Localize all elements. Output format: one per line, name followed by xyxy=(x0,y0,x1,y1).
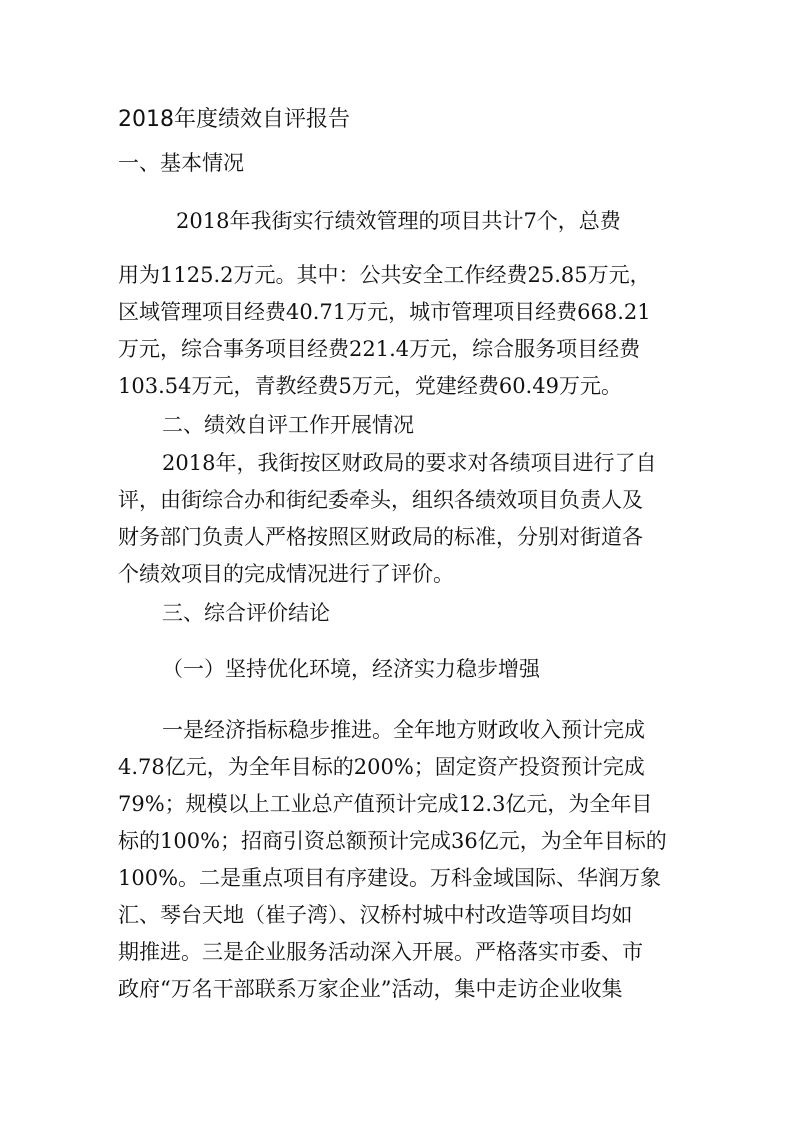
subsection-heading: （一）坚持优化环境，经济实力稳步增强 xyxy=(162,657,540,681)
paragraph-line: 79%；规模以上工业总产值预计完成12.3亿元，为全年目 xyxy=(118,792,653,816)
paragraph-line: 标的100%；招商引资总额预计完成36亿元，为全年目标的 xyxy=(118,829,667,853)
paragraph-line: 万元，综合事务项目经费221.4万元，综合服务项目经费 xyxy=(118,337,641,361)
document-title: 2018年度绩效自评报告 xyxy=(118,107,350,132)
paragraph-line: 2018年，我街按区财政局的要求对各绩项目进行了自 xyxy=(162,451,657,475)
paragraph-line: 评，由街综合办和街纪委牵头，组织各绩效项目负责人及 xyxy=(118,488,643,512)
section-heading-self-evaluation: 二、绩效自评工作开展情况 xyxy=(162,413,414,437)
paragraph-line: 一是经济指标稳步推进。全年地方财政收入预计完成 xyxy=(162,718,645,742)
section-heading-basic-situation: 一、基本情况 xyxy=(118,151,244,175)
paragraph-line: 期推进。三是企业服务活动深入开展。严格落实市委、市 xyxy=(118,940,643,964)
paragraph-line: 财务部门负责人严格按照区财政局的标准，分别对街道各 xyxy=(118,525,643,549)
paragraph-line: 4.78亿元，为全年目标的200%；固定资产投资预计完成 xyxy=(118,755,645,779)
paragraph-line: 103.54万元，青教经费5万元，党建经费60.49万元。 xyxy=(118,374,622,398)
paragraph-line: 政府“万名干部联系万家企业”活动，集中走访企业收集 xyxy=(118,977,623,1001)
paragraph-line: 汇、琴台天地（崔子湾）、汉桥村城中村改造等项目均如 xyxy=(118,903,633,927)
paragraph-line: 区域管理项目经费40.71万元，城市管理项目经费668.21 xyxy=(118,300,651,324)
paragraph-line: 个绩效项目的完成情况进行了评价。 xyxy=(118,562,454,586)
section-heading-conclusion: 三、综合评价结论 xyxy=(162,601,330,625)
paragraph-line: 2018年我街实行绩效管理的项目共计7个，总费 xyxy=(176,209,621,233)
paragraph-line: 用为1125.2万元。其中：公共安全工作经费25.85万元， xyxy=(118,263,651,287)
paragraph-line: 100%。二是重点项目有序建设。万科金域国际、华润万象 xyxy=(118,866,662,890)
